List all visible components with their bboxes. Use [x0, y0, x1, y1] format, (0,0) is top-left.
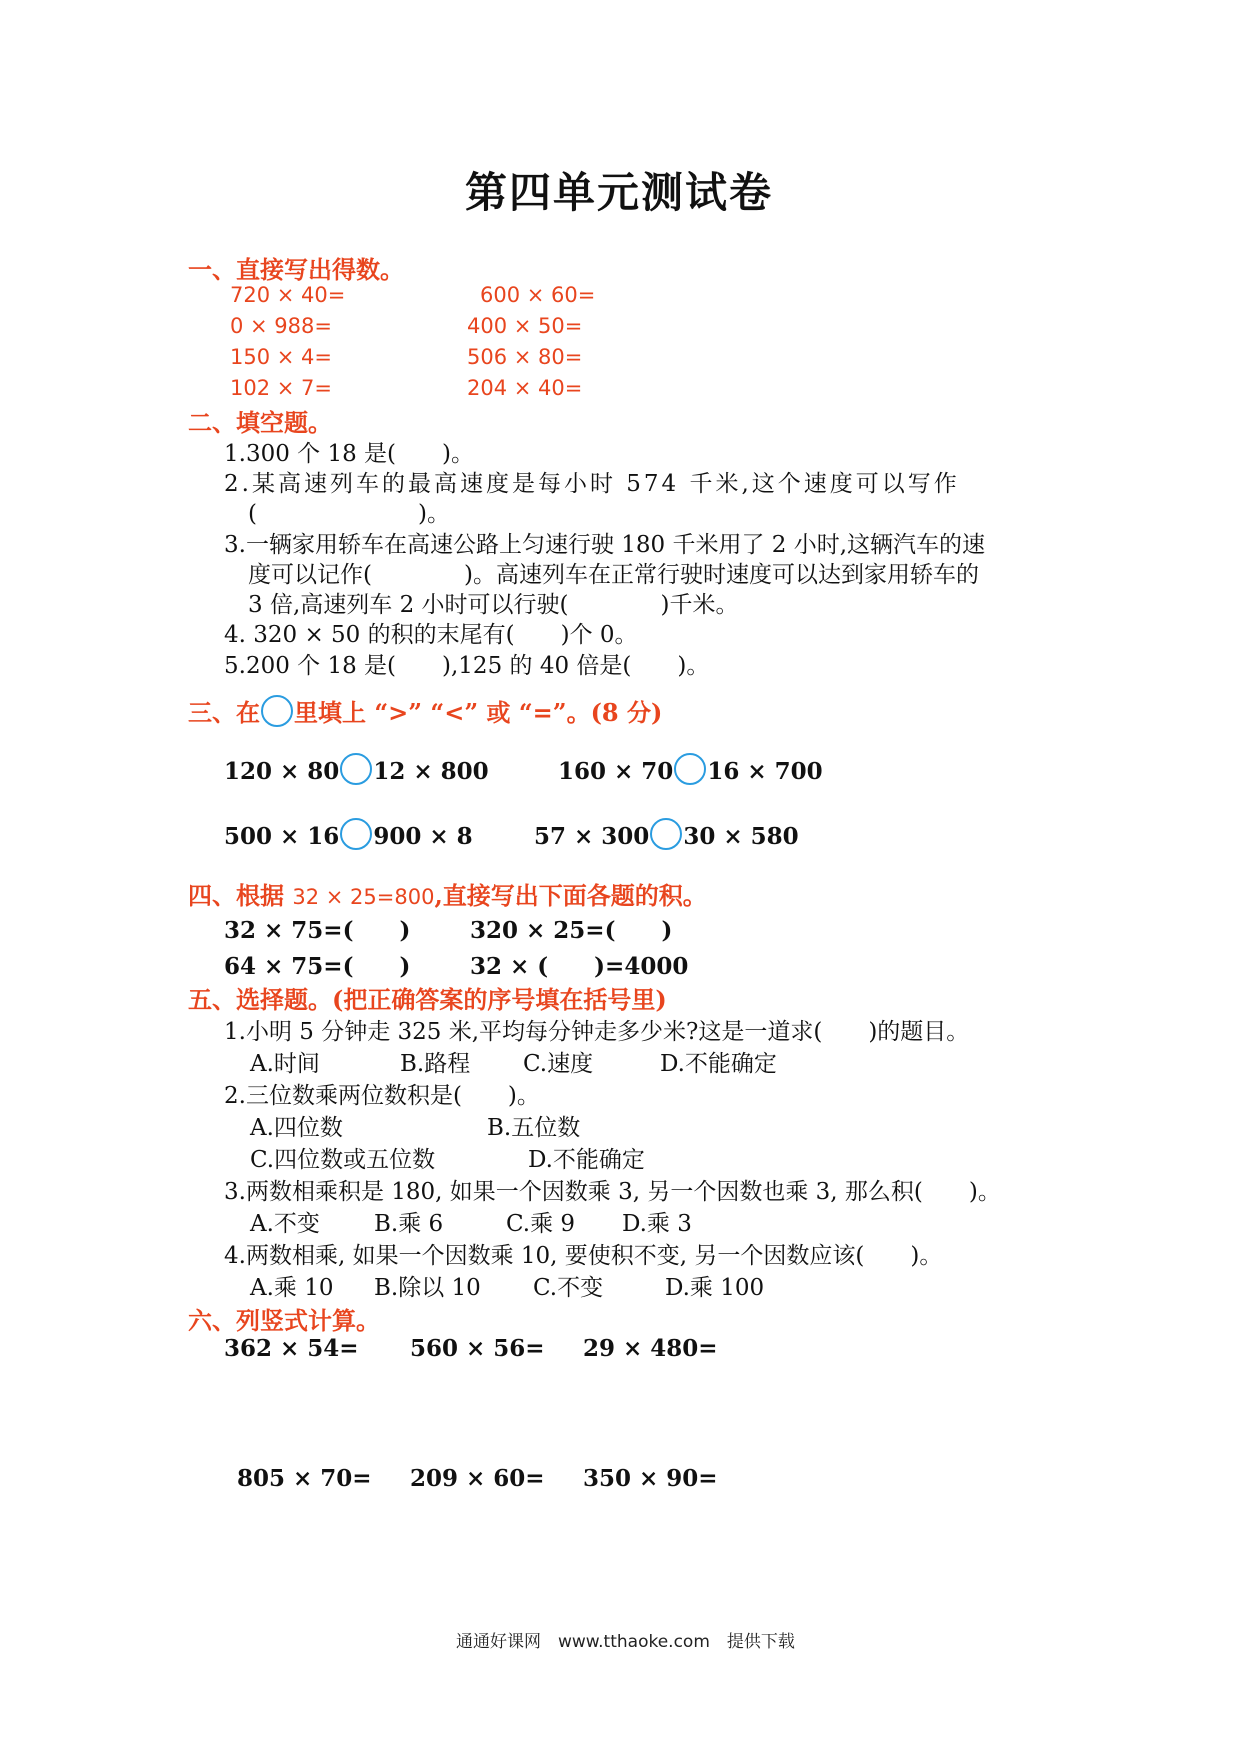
comparison-right: 900 × 8 — [373, 823, 473, 850]
s1-item: 720 × 40= — [230, 283, 346, 307]
s2-question-1: 1.300 个 18 是( )。 — [224, 441, 474, 467]
s6-item: 805 × 70= — [237, 1465, 372, 1492]
s4-item: 32 × ( )=4000 — [470, 953, 689, 980]
s6-item: 209 × 60= — [410, 1465, 545, 1492]
s2-question-3c: 3 倍,高速列车 2 小时可以行驶( )千米。 — [248, 592, 739, 618]
comparison-right: 30 × 580 — [683, 823, 799, 850]
comparison-left: 500 × 16 — [224, 823, 340, 850]
s2-question-3b: 度可以记作( )。高速列车在正常行驶时速度可以达到家用轿车的 — [248, 562, 979, 588]
comparison-2 — [558, 757, 823, 789]
s5-q1-option-b[interactable]: B.路程 — [400, 1051, 471, 1077]
page-title: 第四单元测试卷 — [465, 168, 774, 217]
s6-item: 29 × 480= — [583, 1335, 718, 1362]
comparison-4 — [534, 822, 799, 854]
s3-heading-part-a: 三、在 — [188, 698, 260, 727]
answer-circle-input[interactable] — [340, 818, 372, 850]
s5-question-1: 1.小明 5 分钟走 325 米,平均每分钟走多少米?这是一道求( )的题目。 — [224, 1019, 970, 1045]
section-3-heading — [188, 693, 662, 731]
s5-question-3: 3.两数相乘积是 180, 如果一个因数乘 3, 另一个因数也乘 3, 那么积( )。 — [224, 1179, 1001, 1205]
s2-question-4: 4. 320 × 50 的积的末尾有( )个 0。 — [224, 622, 638, 648]
comparison-1 — [224, 757, 489, 789]
s5-q1-option-c[interactable]: C.速度 — [523, 1051, 594, 1077]
s5-q2-option-a[interactable]: A.四位数 — [250, 1115, 343, 1141]
s4-item: 64 × 75=( ) — [224, 953, 411, 980]
s5-q4-option-a[interactable]: A.乘 10 — [250, 1275, 334, 1301]
s4-heading-part-a: 四、根据 — [188, 881, 293, 910]
comparison-3 — [224, 822, 473, 854]
s1-item: 506 × 80= — [467, 345, 583, 369]
s4-item: 320 × 25=( ) — [470, 917, 673, 944]
section-6-heading: 六、列竖式计算。 — [188, 1306, 380, 1335]
s5-q3-option-b[interactable]: B.乘 6 — [374, 1211, 444, 1237]
comparison-right: 16 × 700 — [707, 758, 823, 785]
answer-circle-input[interactable] — [650, 818, 682, 850]
s6-item: 362 × 54= — [224, 1335, 359, 1362]
answer-circle-input[interactable] — [674, 753, 706, 785]
s1-item: 150 × 4= — [230, 345, 332, 369]
s5-question-2: 2.三位数乘两位数积是( )。 — [224, 1083, 540, 1109]
s1-item: 400 × 50= — [467, 314, 583, 338]
comparison-right: 12 × 800 — [373, 758, 489, 785]
footer-credit: 通通好课网 www.tthaoke.com 提供下载 — [456, 1632, 795, 1652]
s4-heading-equation: 32 × 25=800 — [292, 885, 435, 909]
s1-item: 0 × 988= — [230, 314, 332, 338]
s6-item: 350 × 90= — [583, 1465, 718, 1492]
s2-question-2a: 2.某高速列车的最高速度是每小时 574 千米,这个速度可以写作 — [224, 471, 960, 497]
comparison-left: 120 × 80 — [224, 758, 340, 785]
comparison-left: 57 × 300 — [534, 823, 650, 850]
s5-q2-option-b[interactable]: B.五位数 — [487, 1115, 581, 1141]
s5-q3-option-c[interactable]: C.乘 9 — [506, 1211, 576, 1237]
s3-heading-part-b: 里填上 “>” “<” 或 “=”。(8 分) — [294, 698, 663, 727]
answer-circle-input[interactable] — [340, 753, 372, 785]
s5-q4-option-b[interactable]: B.除以 10 — [374, 1275, 481, 1301]
s5-q4-option-d[interactable]: D.乘 100 — [665, 1275, 765, 1301]
s4-item: 32 × 75=( ) — [224, 917, 411, 944]
s2-question-2b: ( )。 — [248, 501, 450, 527]
s5-q1-option-a[interactable]: A.时间 — [250, 1051, 320, 1077]
s5-q2-option-c[interactable]: C.四位数或五位数 — [250, 1147, 436, 1173]
section-1-heading: 一、直接写出得数。 — [188, 255, 404, 284]
s1-item: 102 × 7= — [230, 376, 332, 400]
s5-q1-option-d[interactable]: D.不能确定 — [660, 1051, 777, 1077]
s5-q2-option-d[interactable]: D.不能确定 — [528, 1147, 645, 1173]
section-2-heading: 二、填空题。 — [188, 408, 332, 437]
s6-item: 560 × 56= — [410, 1335, 545, 1362]
s2-question-3a: 3.一辆家用轿车在高速公路上匀速行驶 180 千米用了 2 小时,这辆汽车的速 — [224, 532, 986, 558]
comparison-circle-icon — [261, 695, 293, 727]
s1-item: 204 × 40= — [467, 376, 583, 400]
s5-question-4: 4.两数相乘, 如果一个因数乘 10, 要使积不变, 另一个因数应该( )。 — [224, 1243, 943, 1269]
s1-item: 600 × 60= — [480, 283, 596, 307]
s2-question-5: 5.200 个 18 是( ),125 的 40 倍是( )。 — [224, 653, 710, 679]
comparison-left: 160 × 70 — [558, 758, 674, 785]
s5-q3-option-a[interactable]: A.不变 — [250, 1211, 320, 1237]
section-4-heading — [188, 876, 707, 911]
s5-q3-option-d[interactable]: D.乘 3 — [622, 1211, 692, 1237]
section-5-heading: 五、选择题。(把正确答案的序号填在括号里) — [188, 985, 667, 1014]
s4-heading-part-c: ,直接写出下面各题的积。 — [434, 881, 707, 910]
s5-q4-option-c[interactable]: C.不变 — [533, 1275, 604, 1301]
